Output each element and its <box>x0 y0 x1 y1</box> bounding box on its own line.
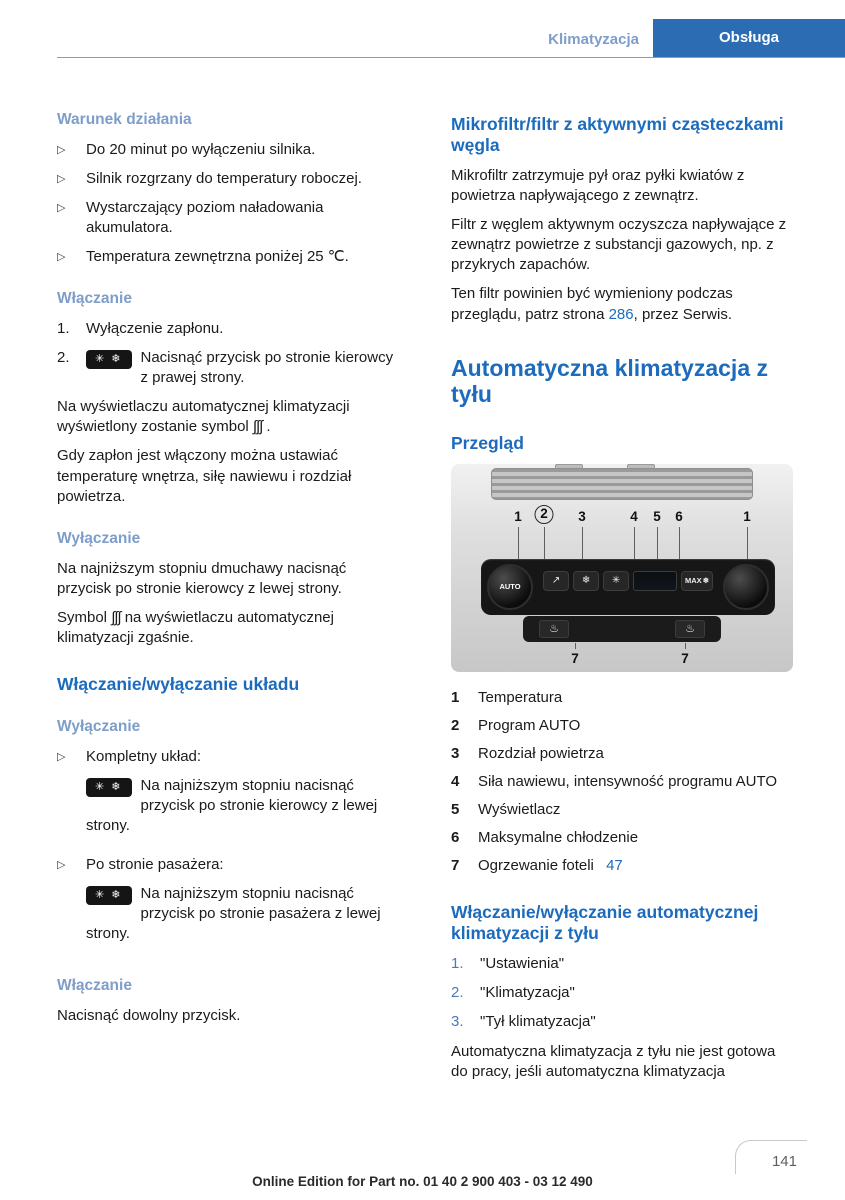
triangle-bullet-icon: ▷ <box>57 143 66 156</box>
callout-4: 4 <box>630 508 638 524</box>
bullet-block <box>86 855 399 954</box>
callout-3: 3 <box>578 508 586 524</box>
paragraph-text: Ten filtr powinien być wymieniony podczas przeglądu, patrz strona <box>451 285 733 323</box>
rear-climate-button-icon: ✳ ❄ <box>86 778 132 797</box>
page-content <box>57 88 793 1091</box>
heading-wlaczanie-wylaczanie-ukladu: Włączanie/wyłączanie układu <box>57 673 300 694</box>
paragraph-mikrofiltr-3 <box>451 284 793 324</box>
triangle-bullet-icon: ▷ <box>57 251 66 264</box>
legend-text: Maksymalne chłodzenie <box>478 829 639 847</box>
rear-climate-panel-figure <box>451 464 793 672</box>
header-chapter-label: Obsługa <box>718 28 779 46</box>
callout-leader-line <box>518 527 519 559</box>
ordered-step <box>451 983 793 1003</box>
page-number: 141 <box>771 1152 797 1170</box>
ventilation-waves-icon: ∫∫∫ <box>252 418 263 436</box>
step-text: "Ustawienia" <box>480 955 565 973</box>
triangle-bullet-icon: ▷ <box>57 750 66 763</box>
callout-1-right: 1 <box>743 508 751 524</box>
legend-number: 3 <box>451 744 460 762</box>
callout-2-circled: 2 <box>535 505 554 524</box>
ordered-step <box>451 954 793 974</box>
heading-wylaczanie-1: Wyłączanie <box>57 529 141 547</box>
header-rule <box>57 57 845 58</box>
bullet-text: Silnik rozgrzany do temperatury roboczej. <box>86 169 362 187</box>
snowflake-icon: ❄ <box>702 575 709 585</box>
paragraph-wylaczanie-1: Na najniższym stopniu dmuchawy nacisnąć przycisk po stronie kierowcy z lewej strony. <box>57 559 347 597</box>
legend-number: 4 <box>451 772 460 790</box>
legend-text: Wyświetlacz <box>478 801 561 818</box>
paragraph-dowolny-przycisk: Nacisnąć dowolny przycisk. <box>57 1007 241 1025</box>
snowflake-button[interactable]: ❄ <box>573 571 599 591</box>
callout-leader-line <box>634 527 635 559</box>
legend-row <box>451 800 793 820</box>
heading-wylaczanie-2: Wyłączanie <box>57 717 141 735</box>
icon-paragraph-text: Na najniższym stopniu nacisnąć przycisk po stronie pasażera z lewej strony. <box>86 885 381 943</box>
paragraph-text: na wyświetlaczu automatycznej klimatyzacji zgaśnie. <box>57 608 334 646</box>
legend-row <box>451 744 793 764</box>
panel-button-row <box>539 571 717 591</box>
step-text-label: Nacisnąć przycisk po stronie kierowcy z prawej strony. <box>140 349 394 387</box>
header-section-label: Klimatyzacja <box>548 31 639 48</box>
callout-1-left: 1 <box>514 508 522 524</box>
legend-text: Temperatura <box>478 688 563 706</box>
bullet-text: Do 20 minut po wyłączeniu silnika. <box>86 140 316 158</box>
icon-paragraph <box>86 884 399 944</box>
callout-7-right: 7 <box>681 650 689 666</box>
left-temperature-knob[interactable] <box>487 564 533 610</box>
legend-text <box>478 856 793 876</box>
legend-row <box>451 772 793 792</box>
legend-row <box>451 856 793 876</box>
ordered-step <box>57 348 399 388</box>
rear-climate-button-icon: ✳ ❄ <box>86 886 132 905</box>
legend-row <box>451 828 793 848</box>
max-cooling-button[interactable] <box>681 571 713 591</box>
paragraph-mikrofiltr-2: Filtr z węglem aktywnym oczyszcza napływające z zewnątrz powietrze z substancji gazowych, np. z przykrych zapachów. <box>451 216 787 274</box>
page-number-box <box>735 1140 807 1174</box>
heading-przeglad: Przegląd <box>451 432 524 453</box>
heading-wlaczanie-1: Włączanie <box>57 290 132 308</box>
icon-paragraph <box>86 776 399 836</box>
heading-wlaczanie-2: Włączanie <box>57 977 132 995</box>
seat-heating-button-left[interactable]: ♨ <box>539 620 569 638</box>
callout-leader-line <box>679 527 680 559</box>
legend-number: 1 <box>451 688 460 706</box>
right-temperature-knob[interactable] <box>723 564 769 610</box>
legend-text: Rozdział powietrza <box>478 744 604 762</box>
triangle-bullet-icon: ▷ <box>57 201 66 214</box>
footer-text: Online Edition for Part no. 01 40 2 900 403 - 03 12 490 <box>252 1173 593 1189</box>
step-number: 1. <box>451 955 464 973</box>
heading-mikrofiltr: Mikrofiltr/filtr z aktywnymi cząsteczkami węgla <box>451 114 784 155</box>
legend-text: Siła nawiewu, intensywność programu AUTO <box>478 772 778 790</box>
paragraph-final: Automatyczna klimatyzacja z tyłu nie jest gotowa do pracy, jeśli automatyczna klimatyzacja <box>451 1042 776 1080</box>
bullet-label: Po stronie pasażera: <box>86 856 224 874</box>
paragraph-text: . <box>262 418 271 436</box>
paragraph-text: Na wyświetlaczu automatycznej klimatyzacji wyświetlony zostanie symbol <box>57 398 350 436</box>
legend-number: 5 <box>451 801 460 818</box>
panel-control-strip <box>481 559 775 615</box>
triangle-bullet-icon: ▷ <box>57 172 66 185</box>
paragraph-text: , przez Serwis. <box>633 305 732 323</box>
bullet-text: Wystarczający poziom naładowania akumulatora. <box>86 198 324 237</box>
callout-6: 6 <box>675 508 683 524</box>
panel-legend <box>451 688 793 877</box>
legend-number: 7 <box>451 857 460 875</box>
legend-text-label: Ogrzewanie foteli <box>478 857 594 875</box>
max-label: MAX <box>685 575 702 585</box>
callout-leader-line <box>582 527 583 559</box>
seat-heating-button-right[interactable]: ♨ <box>675 620 705 638</box>
ordered-step <box>57 319 399 339</box>
list-item <box>57 140 399 160</box>
fan-speed-button[interactable]: ✳ <box>603 571 629 591</box>
bullet-block <box>86 747 399 846</box>
step-text <box>86 348 399 388</box>
left-column <box>57 88 399 1091</box>
list-item <box>57 855 399 954</box>
right-column <box>451 88 793 1091</box>
bullet-text: Temperatura zewnętrzna poniżej 25 ℃. <box>86 248 349 266</box>
panel-display <box>633 571 677 591</box>
callout-leader-line <box>685 643 686 649</box>
legend-number: 2 <box>451 716 460 734</box>
ordered-step <box>451 1012 793 1032</box>
legend-text: Program AUTO <box>478 716 581 734</box>
callout-5: 5 <box>653 508 661 524</box>
step-text: Wyłączenie zapłonu. <box>86 320 224 337</box>
callout-leader-line <box>575 643 576 649</box>
list-item <box>57 198 399 238</box>
step-text: "Tył klimatyzacja" <box>480 1013 596 1031</box>
list-item <box>57 169 399 189</box>
paragraph-text: Symbol <box>57 608 108 626</box>
icon-paragraph-text: Na najniższym stopniu nacisnąć przycisk po stronie kierowcy z lewej strony. <box>86 776 378 834</box>
heading-warunek-dzialania: Warunek działania <box>57 111 192 128</box>
heading-automatyczna-klimatyzacja-z-tylu: Automatyczna klimatyzacja z tyłu <box>451 354 769 407</box>
paragraph-gdy-zaplon: Gdy zapłon jest włączony można ustawiać temperaturę wnętrza, siłę nawiewu i rozdział powietrza. <box>57 447 352 505</box>
legend-row <box>451 688 793 708</box>
header-chapter-tab <box>653 19 845 57</box>
auto-knob-label: AUTO <box>499 581 521 591</box>
heading-wlaczanie-wylaczanie-z-tylu: Włączanie/wyłączanie automatycznej klimatyzacji z tyłu <box>451 902 759 944</box>
seat-heating-strip <box>523 616 721 642</box>
rear-climate-button-icon: ✳ ❄ <box>86 350 132 369</box>
step-text: "Klimatyzacja" <box>480 984 575 1002</box>
air-distribution-button[interactable]: ↗ <box>543 571 569 591</box>
paragraph-display-symbol <box>57 397 399 437</box>
callout-leader-line <box>544 527 545 559</box>
list-item <box>57 247 399 267</box>
step-number: 2. <box>57 349 70 367</box>
legend-number: 6 <box>451 829 460 847</box>
callout-leader-line <box>747 527 748 559</box>
step-number: 2. <box>451 984 464 1002</box>
paragraph-mikrofiltr-1: Mikrofiltr zatrzymuje pył oraz pyłki kwiatów z powietrza napływającego z zewnątrz. <box>451 167 745 205</box>
paragraph-symbol-zgasnie <box>57 608 399 648</box>
legend-row <box>451 716 793 736</box>
step-number: 1. <box>57 320 70 337</box>
triangle-bullet-icon: ▷ <box>57 859 66 872</box>
page-link-47[interactable]: 47 <box>606 857 623 875</box>
step-number: 3. <box>451 1013 464 1031</box>
callout-leader-line <box>657 527 658 559</box>
list-item <box>57 747 399 846</box>
page-link-286[interactable]: 286 <box>608 305 634 323</box>
callout-7-left: 7 <box>571 650 579 666</box>
bullet-label: Kompletny układ: <box>86 747 202 765</box>
ventilation-waves-icon: ∫∫∫ <box>111 608 121 626</box>
panel-vent-grille <box>491 468 753 500</box>
